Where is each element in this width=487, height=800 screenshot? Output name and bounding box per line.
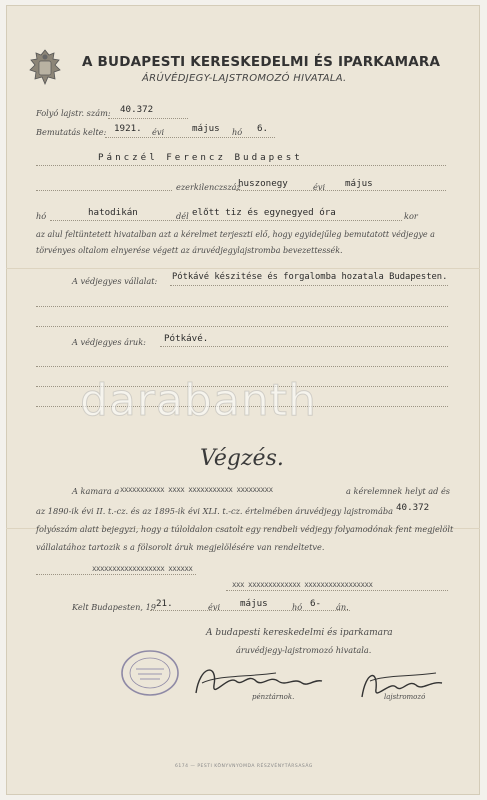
fill-line — [36, 306, 448, 307]
goods-value: Pótkávé. — [164, 333, 209, 344]
decision-line-1-end: a kérelemnek helyt ad és — [346, 486, 450, 496]
issued-day: 6- — [310, 598, 322, 609]
fill-line — [36, 190, 172, 191]
office-subtitle: ÁRÚVÉDJEGY-LAJSTROMOZÓ HIVATALA. — [142, 73, 347, 84]
official-stamp — [120, 648, 180, 698]
presented-month: május — [192, 123, 220, 134]
decision-line-2: az 1890-ik évi II. t.-cz. és az 1895-ik évi XLI. t.-cz. értelmében áruvédjegy lajstromába — [36, 506, 393, 516]
paper-fold — [6, 268, 480, 269]
month-word: hó — [36, 211, 47, 221]
decision-line-4: vállalatához tartozik s a fölsorolt áruk megjelölésére van rendeltetve. — [36, 542, 325, 552]
fill-line — [105, 137, 275, 138]
issued-day-suffix: án. — [336, 602, 349, 612]
month-value: május — [345, 178, 373, 189]
fill-line — [36, 574, 196, 575]
decision-line-3: folyószám alatt bejegyzi, hogy a túloldalon csatolt egy rendbeli védjegy folyamodónak fent megjelölt — [36, 524, 454, 534]
decision-registry-number: 40.372 — [396, 502, 430, 513]
goods-label: A védjegyes áruk: — [72, 337, 146, 347]
registry-number-label: Folyó lajstr. szám: — [36, 108, 111, 118]
month-word: hó — [232, 127, 243, 137]
watermark: darabanth — [80, 375, 317, 426]
day-in-words: hatodikán — [88, 207, 138, 218]
printer-footer: 6174 — PESTI KÖNYVNYOMDA RÉSZVÉNYTÁRSASÁG — [175, 764, 313, 769]
fill-line — [36, 366, 448, 367]
body-text-line-2: törvényes oltalom elnyerése végett az áruvédjegylajstromba bevezettessék. — [36, 246, 343, 255]
registrar-title: lajstromozó — [384, 693, 426, 701]
signatory-institution: A budapesti kereskedelmi és iparkamara — [206, 628, 393, 638]
struck-text: xxx xxxxxxxxxxxxx xxxxxxxxxxxxxxxxx — [232, 580, 373, 589]
cashier-title: pénztárnok. — [252, 693, 295, 701]
signatory-office: áruvédjegy-lajstromozó hivatala. — [236, 645, 372, 655]
fill-line — [226, 590, 448, 591]
year-word: évi — [313, 182, 326, 192]
presented-year: 1921. — [114, 123, 142, 134]
fill-line — [236, 190, 446, 191]
time-in-words: előtt tiz és egynegyed óra — [192, 207, 336, 218]
ampm-word: dél — [176, 211, 189, 221]
fill-line — [160, 346, 448, 347]
struck-text: xxxxxxxxxxx xxxx xxxxxxxxxxx xxxxxxxxx — [120, 485, 273, 494]
company-value: Pótkávé készitése és forgalomba hozatala Budapesten. — [172, 272, 448, 282]
fill-line — [170, 285, 448, 286]
fill-line — [50, 220, 402, 221]
body-text-line-1: az alul feltüntetett hivatalban azt a kérelmet terjeszti elő, hogy egyidejűleg bemutatott védjegye a — [36, 230, 435, 239]
fill-line — [108, 118, 188, 119]
fill-line — [36, 326, 448, 327]
year-word: évi — [208, 602, 221, 612]
company-label: A védjegyes vállalat: — [72, 276, 158, 286]
presented-date-label: Bemutatás kelte: — [36, 127, 107, 137]
time-suffix: kor — [404, 211, 418, 221]
presented-day: 6. — [257, 123, 269, 134]
coat-of-arms-icon — [26, 48, 64, 88]
fill-line — [150, 610, 350, 611]
month-word: hó — [292, 602, 303, 612]
decision-title: Végzés. — [200, 446, 284, 471]
struck-text: xxxxxxxxxxxxxxxxxx xxxxxx — [92, 564, 193, 573]
decision-line-1-start: A kamara a — [72, 486, 120, 496]
issued-year: 21. — [156, 598, 173, 609]
year-word: évi — [152, 127, 165, 137]
fill-line — [36, 165, 446, 166]
issued-place-label: Kelt Budapesten, 19 — [72, 602, 156, 612]
registry-number-value: 40.372 — [120, 104, 154, 115]
issued-month: május — [240, 598, 268, 609]
applicant-name: Pánczél Ferencz Budapest — [98, 152, 303, 163]
institution-title: A BUDAPESTI KERESKEDELMI ÉS IPARKAMARA — [82, 54, 441, 70]
year-in-words: huszonegy — [238, 178, 288, 189]
century-word: ezerkilenczszáz — [176, 182, 241, 192]
